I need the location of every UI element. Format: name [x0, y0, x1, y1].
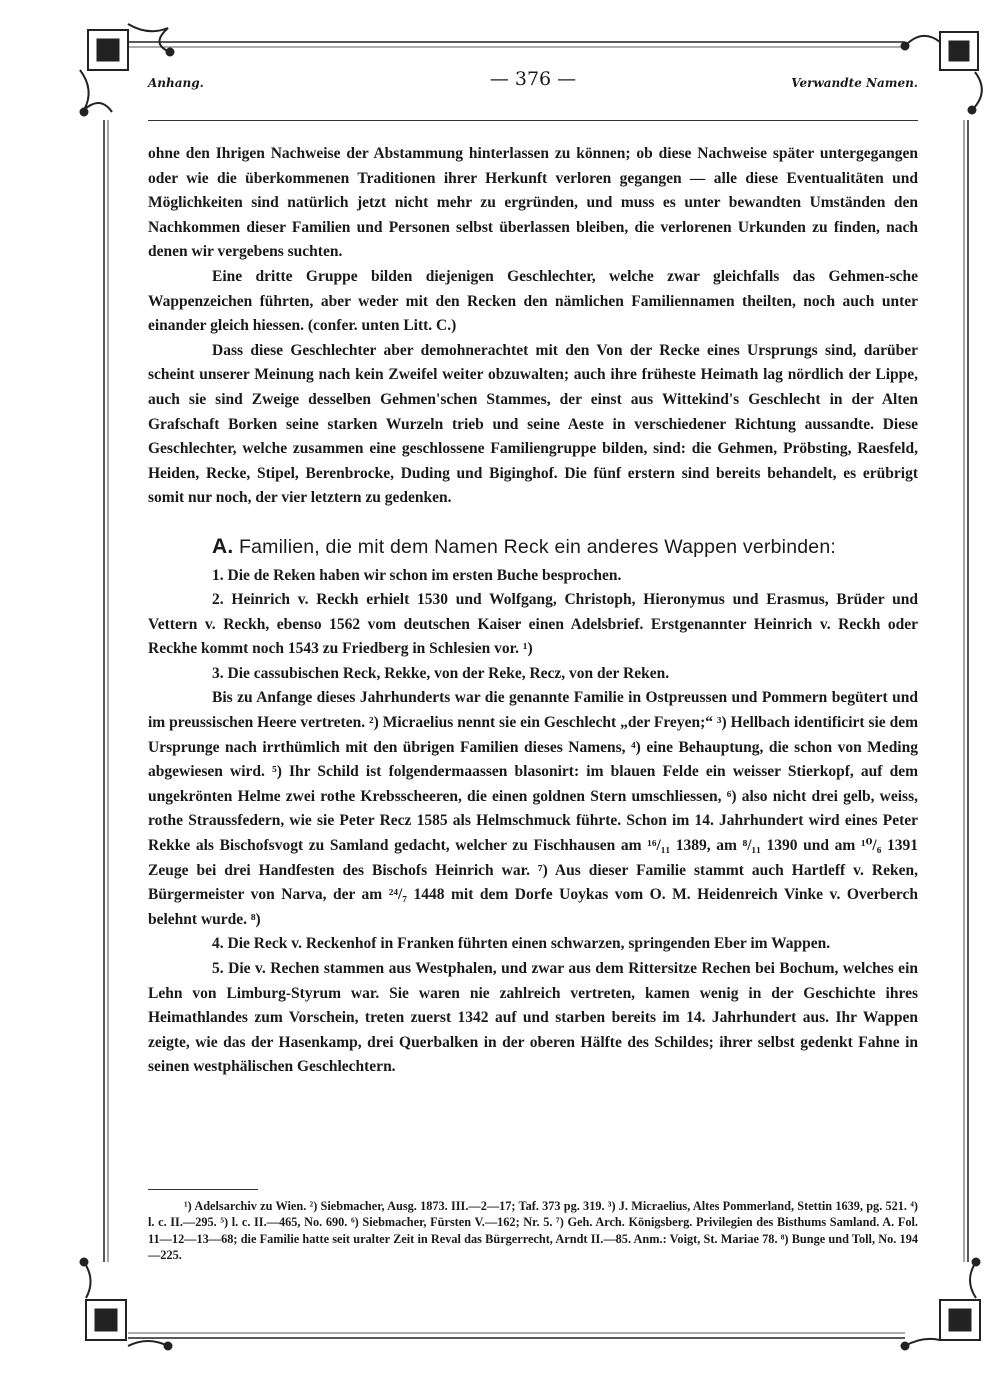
paragraph-3: Dass diese Geschlechter aber demohnerachtet mit den Von der Recke eines Ursprungs sind, darüber scheint unserer Meinung nach kein Zweifel weiter obzuwalten; auch ihre früheste Heimath lag nördlich der Lippe, auch sie sind Zweige desselben Gehmen'schen Stammes, der einst aus Wittekind's Geschlecht in der Alten Grafschaft Borken seine starken Wurzeln trieb und seine Aeste in verschiedener Richtung aussandte. Diese Geschlechter, welche zusammen eine geschlossene Familiengruppe bilden, sind: die Gehmen, Pröbsting, Raesfeld, Heiden, Recke, Stipel, Berenbrocke, Duding und Biginghof. Die fünf erstern sind bereits behandelt, es erübrigt somit nur noch, der vier letztern zu gedenken.	[148, 341, 918, 507]
list-item-5: 5. Die v. Rechen stammen aus Westphalen, und zwar aus dem Rittersitze Rechen bei Bochum, welches ein Lehn von Limburg-Styrum war. Sie waren nie zahlreich vertreten, kamen wenig in der Geschichte ihres Heimathlandes zum Vorschein, treten zuerst 1342 auf und starben bereits im 14. Jahrhundert aus. Ihr Wappen zeigte, wie das der Hasenkamp, drei Querbalken in der oberen Hälfte des Schildes; ihrer selbst gedenkt Fahne in seinen westphälischen Geschlechtern.	[148, 960, 918, 1076]
list-item-2: 2. Heinrich v. Reckh erhielt 1530 und Wolfgang, Christoph, Hieronymus und Erasmus, Brüder und Vettern v. Reckh, ebenso 1562 vom deutschen Kaiser einen Adelsbrief. Erstgenannter Heinrich v. Reckh oder Reckhe kommt noch 1543 zu Friedberg in Schlesien vor. ¹)	[148, 591, 918, 658]
running-header	[148, 68, 918, 98]
header-left: Anhang.	[148, 76, 204, 90]
list-item-3: 3. Die cassubischen Reck, Rekke, von der Reke, Recz, von der Reken.	[212, 664, 670, 682]
section-heading-letter: A.	[212, 534, 234, 558]
list-item-1: 1. Die de Reken haben wir schon im ersten Buche besprochen.	[212, 566, 622, 584]
corner-ornament-bottom-right	[901, 1258, 980, 1350]
page-number: — 376 —	[489, 68, 577, 90]
main-text	[148, 142, 918, 1080]
paragraph-1: ohne den Ihrigen Nachweise der Abstammung hinterlassen zu können; ob diese Nachweise später untergegangen oder wie die überkommenen Traditionen ihrer Herkunft verloren gegangen — alle diese Eventualitäten und Möglichkeiten sind natürlich jetzt nicht mehr zu ergründen, und muss es unter bewandten Umständen den Nachkommen dieser Familien und Personen selbst überlassen bleiben, die verlorenen Urkunden zu finden, nach denen wir vergebens suchten.	[148, 145, 918, 261]
paragraph-2: Eine dritte Gruppe bilden diejenigen Geschlechter, welche zwar gleichfalls das Gehmen-sche Wappenzeichen führten, aber weder mit den Recken den nämlichen Familiennamen theilten, noch auch unter einander gleich hiessen. (confer. unten Litt. C.)	[148, 267, 918, 335]
header-right: Verwandte Namen.	[791, 76, 918, 90]
footnotes	[148, 1198, 918, 1263]
footnote-rule	[148, 1189, 258, 1190]
corner-ornament-bottom-left	[80, 1258, 172, 1350]
section-heading	[148, 535, 918, 560]
list-item-3-body: Bis zu Anfange dieses Jahrhunderts war die genannte Familie in Ostpreussen und Pommern begütert und im preussischen Heere vertreten. ²) Micraelius nennt sie ein Geschlecht „der Freyen;“ ³) Hellbach identificirt sie dem Ursprunge nach irrthümlich mit den übrigen Familien dieses Namens, ⁴) eine Behauptung, die schon von Meding abgewiesen wird. ⁵) Ihr Schild ist folgendermaassen blasonirt: im blauen Felde ein weisser Stierkopf, auf dem ungekrönten Helme zwei rothe Krebsscheeren, die einen goldnen Stern umschliessen, ⁶) also nicht drei gelb, weiss, rothe Straussfedern, wie sie Peter Recz 1585 als Helmschmuck führte. Schon im 14. Jahrhundert wird eines Peter Rekke als Bischofsvogt zu Samland gedacht, welcher zu Fischhausen am ¹⁶/₁₁ 1389, am ⁸/₁₁ 1390 und am ¹⁰/₆ 1391 Zeuge bei drei Handfesten des Bischofs Heinrich war. ⁷) Aus dieser Familie stammt auch Hartleff v. Reken, Bürgermeister von Narva, der am ²⁴/₇ 1448 mit dem Dorfe Uoykas vom O. M. Heidenreich Vinke v. Overberch belehnt wurde. ⁸)	[148, 689, 918, 928]
footnote-text: ¹) Adelsarchiv zu Wien. ²) Siebmacher, Ausg. 1873. III.—2—17; Taf. 373 pg. 319. ³) J. Micraelius, Altes Pommerland, Stettin 1639, pg. 521. ⁴) l. c. II.—295. ⁵) l. c. II.—465, No. 690. ⁶) Siebmacher, Fürsten V.—162; Nr. 5. ⁷) Geh. Arch. Königsberg. Privilegien des Bisthums Samland. A. Fol. 11—12—13—68; die Familie hatte seit uralter Zeit in Reval das Bürgerrecht, Arndt II.—85. Anm.: Voigt, St. Mariae 78. ⁸) Bunge und Toll, No. 194—225.	[148, 1199, 918, 1262]
header-rule	[148, 120, 918, 121]
section-heading-text: Familien, die mit dem Namen Reck ein anderes Wappen verbinden:	[233, 535, 836, 558]
list-item-4: 4. Die Reck v. Reckenhof in Franken führten einen schwarzen, springenden Eber im Wappen.	[212, 935, 831, 953]
